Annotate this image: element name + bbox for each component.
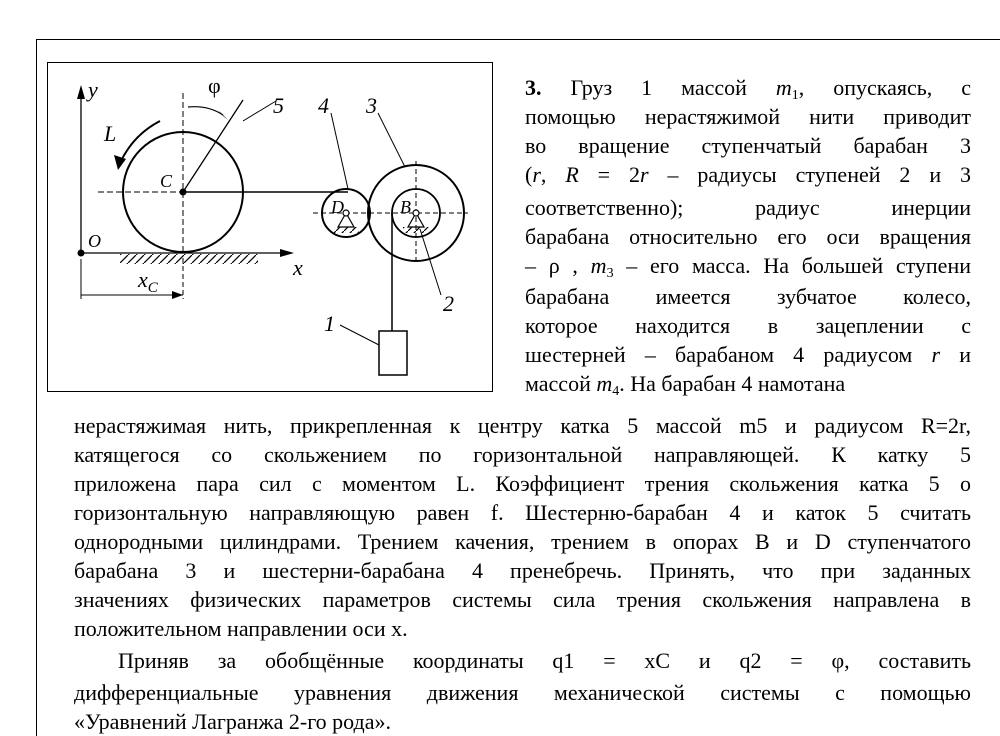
label-B: B (400, 197, 411, 217)
mechanism-figure (47, 62, 493, 392)
problem-line-11: массой $m_4$. На барабан 4 намотана (525, 371, 846, 399)
body-line-8: положительном направлении оси x. (74, 616, 408, 641)
label-2: 2 (443, 291, 454, 316)
label-D: D (331, 197, 344, 217)
problem-line-3: во вращение ступенчатый барабан 3 (525, 133, 971, 158)
label-phi: φ (208, 73, 221, 98)
task-line-1: Приняв за обобщённые координаты q1 = xC и q2 = φ, составить (118, 648, 971, 673)
task-line-3: «Уравнений Лагранжа 2-го рода». (74, 709, 391, 734)
label-y: y (88, 77, 98, 102)
mechanism-diagram (48, 63, 494, 393)
page-left-border (36, 39, 37, 736)
problem-number: 3. (525, 75, 542, 100)
body-line-1: нерастяжимая нить, прикрепленная к центру катка 5 массой m5 и радиусом R=2r, (74, 413, 971, 438)
label-O: O (88, 231, 101, 251)
phi-arc (188, 107, 223, 115)
body-line-3: приложена пара сил с моментом L. Коэффициент трения скольжения катка 5 о (74, 471, 971, 496)
page-top-border (36, 39, 1000, 40)
body-line-2: катящегося со скольжением по горизонтальной направляющей. К катку 5 (74, 442, 971, 467)
problem-line-4: (r, R = 2r – радиусы ступеней 2 и 3 (525, 162, 971, 187)
moment-L-arrow (114, 155, 126, 170)
label-4: 4 (318, 93, 329, 118)
leader-3 (378, 113, 405, 167)
body-line-7: значениях физических параметров системы сила трения скольжения направлена в (74, 587, 971, 612)
label-x: x (293, 255, 303, 280)
problem-line-2: помощью нерастяжимой нити приводит (525, 104, 971, 129)
problem-line-8: барабана имеется зубчатое колесо, (525, 284, 971, 309)
problem-line-5: соответственно); радиус инерции (525, 195, 971, 220)
phi-arc-arrow (218, 110, 228, 120)
label-3: 3 (366, 93, 377, 118)
y-axis-arrow (77, 85, 85, 99)
leader-4 (331, 113, 348, 189)
problem-line-10: шестерней – барабаном 4 радиусом r и (525, 342, 971, 367)
weight-1 (379, 331, 407, 375)
body-line-6: барабана 3 и шестерни-барабана 4 пренебречь. Принять, что при заданных (74, 558, 971, 583)
point-B (413, 210, 419, 216)
body-line-4: горизонтальную направляющую равен f. Шестерню-барабан 4 и каток 5 считать (74, 500, 971, 525)
label-1: 1 (324, 311, 335, 336)
label-5: 5 (273, 93, 284, 118)
xc-dim-arrow (172, 291, 183, 299)
problem-line-9: которое находится в зацеплении с (525, 313, 971, 338)
support-D-hatch (333, 227, 359, 233)
moment-L-arc (120, 121, 160, 163)
phi-radius-line (183, 100, 243, 192)
problem-line-7: – ρ , $m_3$ – его масса. На большей ступени (525, 253, 971, 281)
body-line-5: однородными цилиндрами. Трением качения, трением в опорах B и D ступенчатого (74, 529, 971, 554)
label-C: C (160, 171, 173, 191)
label-xC: $x_C$ (138, 267, 158, 296)
origin-point (78, 250, 85, 257)
problem-line-6: барабана относительно его оси вращения (525, 224, 971, 249)
task-line-2: дифференциальные уравнения движения механической системы с помощью (74, 680, 971, 705)
problem-line-1: 3. Груз 1 массой $m_1$, опускаясь, с (525, 75, 972, 103)
leader-2 (420, 229, 441, 295)
leader-1 (340, 325, 379, 345)
x-axis-arrow (280, 249, 294, 257)
ground-hatch (120, 254, 258, 264)
support-B-hatch (403, 227, 429, 233)
label-L: L (104, 121, 117, 146)
leader-5 (243, 101, 276, 121)
